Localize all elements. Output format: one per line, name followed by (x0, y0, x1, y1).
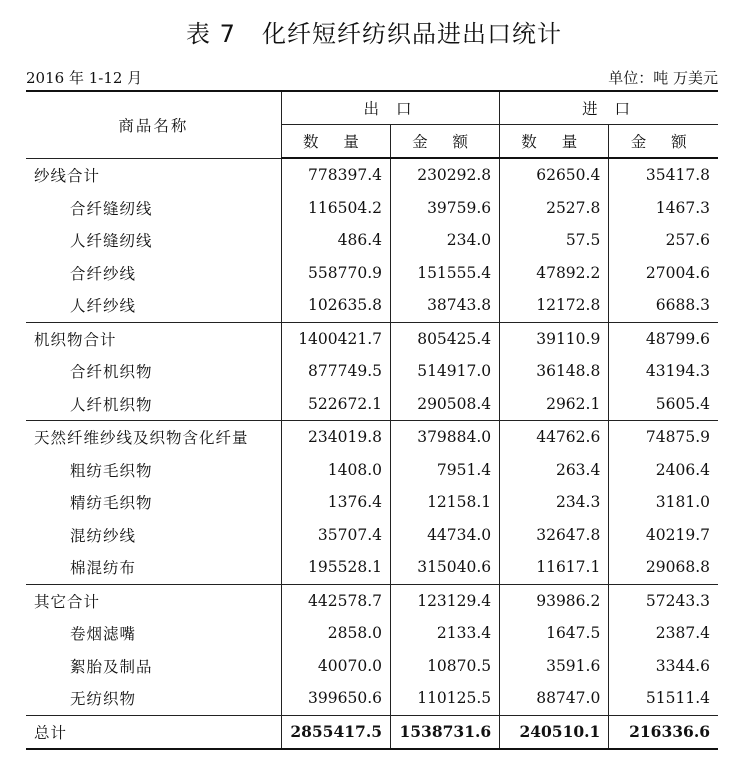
import-amount-cell: 57243.3 (609, 584, 718, 617)
import-quantity-cell: 62650.4 (500, 158, 609, 192)
export-quantity-cell: 2855417.5 (281, 715, 390, 749)
product-name-cell: 无纺织物 (70, 690, 137, 709)
header-product-name: 商品名称 (26, 91, 281, 158)
table-body (26, 158, 718, 749)
export-quantity-cell: 399650.6 (281, 682, 390, 715)
export-quantity-cell: 1400421.7 (281, 322, 390, 355)
product-name-cell: 精纺毛织物 (70, 494, 153, 513)
group-row (26, 158, 718, 192)
export-quantity-cell: 40070.0 (281, 650, 390, 683)
export-amount-cell: 290508.4 (391, 388, 500, 421)
table-row (26, 257, 718, 290)
export-amount-cell: 110125.5 (391, 682, 500, 715)
product-name-cell: 总计 (26, 715, 281, 749)
export-quantity-cell: 102635.8 (281, 289, 390, 322)
group-row (26, 322, 718, 355)
export-amount-cell: 234.0 (391, 224, 500, 257)
import-quantity-cell: 12172.8 (500, 289, 609, 322)
export-amount-cell: 379884.0 (391, 421, 500, 454)
product-name-cell: 纱线合计 (26, 158, 281, 192)
unit-label: 单位：吨 万美元 (608, 69, 718, 87)
import-amount-cell: 257.6 (609, 224, 718, 257)
import-amount-cell: 1467.3 (609, 192, 718, 225)
table-title-text: 化纤短纤纺织品进出口统计 (261, 20, 562, 48)
import-quantity-cell: 11617.1 (500, 551, 609, 584)
header-import-qty: 数 量 (500, 125, 609, 159)
import-amount-cell: 3181.0 (609, 486, 718, 519)
table-row (26, 388, 718, 421)
export-quantity-cell: 1408.0 (281, 454, 390, 487)
table-row (26, 355, 718, 388)
import-amount-cell: 216336.6 (609, 715, 718, 749)
export-quantity-cell: 116504.2 (281, 192, 390, 225)
import-amount-cell: 35417.8 (609, 158, 718, 192)
export-quantity-cell: 195528.1 (281, 551, 390, 584)
import-amount-cell: 5605.4 (609, 388, 718, 421)
product-name-cell: 其它合计 (26, 584, 281, 617)
export-amount-cell: 805425.4 (391, 322, 500, 355)
export-amount-cell: 39759.6 (391, 192, 500, 225)
import-quantity-cell: 44762.6 (500, 421, 609, 454)
table-row (26, 519, 718, 552)
export-amount-cell: 10870.5 (391, 650, 500, 683)
export-amount-cell: 514917.0 (391, 355, 500, 388)
import-amount-cell: 40219.7 (609, 519, 718, 552)
period-label: 2016 年 1-12 月 (26, 69, 143, 87)
import-amount-cell: 27004.6 (609, 257, 718, 290)
import-amount-cell: 29068.8 (609, 551, 718, 584)
import-quantity-cell: 3591.6 (500, 650, 609, 683)
header-import: 进 口 (500, 91, 718, 125)
export-quantity-cell: 522672.1 (281, 388, 390, 421)
product-name-cell: 卷烟滤嘴 (70, 625, 137, 644)
import-quantity-cell: 39110.9 (500, 322, 609, 355)
export-amount-cell: 2133.4 (391, 617, 500, 650)
import-amount-cell: 48799.6 (609, 322, 718, 355)
import-quantity-cell: 88747.0 (500, 682, 609, 715)
import-quantity-cell: 240510.1 (500, 715, 609, 749)
table-row (26, 224, 718, 257)
product-name-cell: 棉混纺布 (70, 559, 137, 578)
export-quantity-cell: 877749.5 (281, 355, 390, 388)
group-row (26, 584, 718, 617)
export-amount-cell: 230292.8 (391, 158, 500, 192)
export-amount-cell: 151555.4 (391, 257, 500, 290)
table-row (26, 454, 718, 487)
import-amount-cell: 43194.3 (609, 355, 718, 388)
header-export-qty: 数 量 (281, 125, 390, 159)
export-amount-cell: 315040.6 (391, 551, 500, 584)
table-title (0, 14, 748, 49)
export-quantity-cell: 1376.4 (281, 486, 390, 519)
product-name-cell: 絮胎及制品 (70, 657, 153, 676)
import-amount-cell: 74875.9 (609, 421, 718, 454)
header-export-amt: 金 额 (391, 125, 500, 159)
export-amount-cell: 12158.1 (391, 486, 500, 519)
export-amount-cell: 7951.4 (391, 454, 500, 487)
table-row (26, 650, 718, 683)
table-row (26, 682, 718, 715)
import-amount-cell: 3344.6 (609, 650, 718, 683)
import-amount-cell: 6688.3 (609, 289, 718, 322)
group-row (26, 421, 718, 454)
table-row (26, 192, 718, 225)
import-amount-cell: 2387.4 (609, 617, 718, 650)
product-name-cell: 合纤机织物 (70, 363, 153, 382)
table-row (26, 486, 718, 519)
total-row (26, 715, 718, 749)
export-amount-cell: 44734.0 (391, 519, 500, 552)
export-quantity-cell: 778397.4 (281, 158, 390, 192)
import-quantity-cell: 263.4 (500, 454, 609, 487)
export-amount-cell: 38743.8 (391, 289, 500, 322)
product-name-cell: 天然纤维纱线及织物含化纤量 (26, 421, 281, 454)
export-amount-cell: 1538731.6 (391, 715, 500, 749)
import-quantity-cell: 2527.8 (500, 192, 609, 225)
product-name-cell: 机织物合计 (26, 322, 281, 355)
product-name-cell: 人纤机织物 (70, 395, 153, 414)
import-quantity-cell: 57.5 (500, 224, 609, 257)
product-name-cell: 合纤纱线 (70, 264, 137, 283)
table-number: 表 7 (186, 20, 236, 48)
header-import-amt: 金 额 (609, 125, 718, 159)
export-quantity-cell: 558770.9 (281, 257, 390, 290)
export-quantity-cell: 2858.0 (281, 617, 390, 650)
export-quantity-cell: 234019.8 (281, 421, 390, 454)
export-amount-cell: 123129.4 (391, 584, 500, 617)
table-header (26, 91, 718, 158)
export-quantity-cell: 442578.7 (281, 584, 390, 617)
export-quantity-cell: 35707.4 (281, 519, 390, 552)
import-quantity-cell: 1647.5 (500, 617, 609, 650)
import-amount-cell: 2406.4 (609, 454, 718, 487)
import-amount-cell: 51511.4 (609, 682, 718, 715)
table-row (26, 551, 718, 584)
export-quantity-cell: 486.4 (281, 224, 390, 257)
trade-statistics-table (26, 90, 718, 750)
import-quantity-cell: 93986.2 (500, 584, 609, 617)
table-row (26, 617, 718, 650)
import-quantity-cell: 234.3 (500, 486, 609, 519)
import-quantity-cell: 2962.1 (500, 388, 609, 421)
table-row (26, 289, 718, 322)
product-name-cell: 合纤缝纫线 (70, 199, 153, 218)
import-quantity-cell: 36148.8 (500, 355, 609, 388)
product-name-cell: 混纺纱线 (70, 526, 137, 545)
product-name-cell: 人纤纱线 (70, 297, 137, 316)
header-export: 出 口 (281, 91, 499, 125)
import-quantity-cell: 47892.2 (500, 257, 609, 290)
import-quantity-cell: 32647.8 (500, 519, 609, 552)
product-name-cell: 人纤缝纫线 (70, 232, 153, 251)
product-name-cell: 粗纺毛织物 (70, 461, 153, 480)
